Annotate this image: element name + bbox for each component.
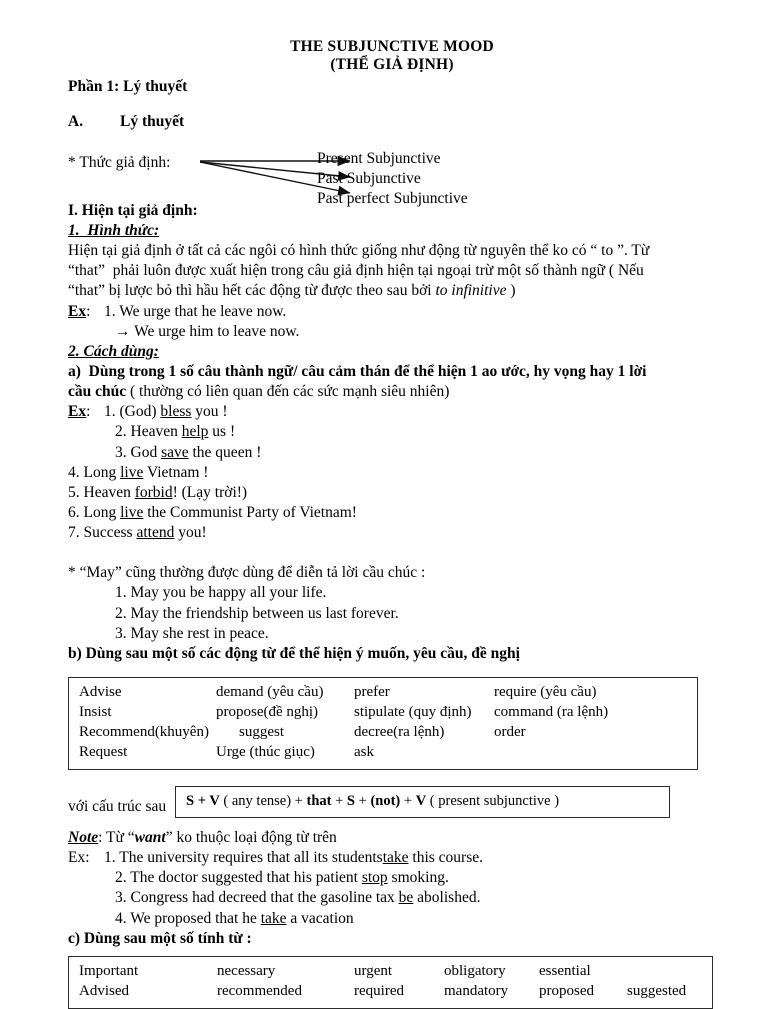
- sub-b-heading: b) Dùng sau một số các động từ để thể hiện ý muốn, yêu cầu, đề nghị: [68, 644, 520, 662]
- adjective-cell: proposed: [539, 982, 594, 999]
- formula-p4: +: [331, 792, 347, 809]
- sub-c-heading: c) Dùng sau một số tính từ :: [68, 929, 252, 947]
- note-ex-2-num: 3.: [115, 889, 131, 907]
- formula-p10: ( present subjunctive ): [426, 792, 560, 809]
- sub2-ex-item-2-verb: save: [161, 443, 189, 461]
- note-colon: : Từ “: [98, 828, 135, 846]
- diagram-source-label: * Thức giả định:: [68, 153, 171, 171]
- note-ex-3-pre: We proposed that he: [130, 909, 261, 927]
- sub2-flush-3-pre: Success: [83, 524, 137, 542]
- may-note: * “May” cũng thường được dùng để diễn tả lời cầu chúc :: [68, 564, 426, 582]
- sub2-ex-item-0-num: 1.: [104, 403, 120, 421]
- sub2-flush-2-num: 6.: [68, 503, 84, 521]
- formula-p5: S: [346, 792, 355, 809]
- sub2-flush-1-pre: Heaven: [83, 483, 135, 501]
- section-a-label: Lý thuyết: [120, 112, 185, 130]
- note-word: want: [134, 828, 166, 846]
- verb-cell: propose(đề nghị): [216, 703, 319, 720]
- section-i-ex-row: [68, 302, 716, 322]
- note-ex-0-verb: take: [382, 849, 409, 867]
- sub2-ex-colon: :: [86, 403, 91, 421]
- note-ex-row-2: [68, 888, 716, 908]
- formula-p9: V: [415, 792, 427, 809]
- diagram-target-1: Past Subjunctive: [317, 169, 421, 187]
- section-i-paragraph-line-0: Hiện tại giả định ở tất cả các ngôi có hình thức giống như động từ nguyên thể ko có “ to ”. Từ: [68, 242, 650, 260]
- verb-table-row: [69, 703, 697, 723]
- sub2-ex-item-1-post: us !: [208, 423, 236, 441]
- sub2-flush-row-1: [68, 483, 716, 503]
- sub2-flush-0-verb: live: [120, 463, 144, 481]
- sub2-flush-1-verb: forbid: [134, 483, 173, 501]
- sub2-ex-item-2-pre: God: [130, 443, 162, 461]
- sub2-flush-2-verb: live: [120, 503, 144, 521]
- sub2-ex-row-1: [68, 422, 716, 442]
- sub2-a-heading-line2-rest: ( thường có liên quan đến các sức mạnh siêu nhiên): [126, 383, 450, 401]
- verb-cell: stipulate (quy định): [354, 703, 472, 720]
- verb-table-row: [69, 723, 697, 743]
- note-ex-2-post: abolished.: [413, 889, 481, 907]
- verb-cell: order: [494, 723, 526, 740]
- sub2-a-heading-line2-bold: cầu chúc: [68, 383, 127, 401]
- verb-table-row: [69, 743, 697, 763]
- section-a-heading: [68, 112, 716, 132]
- sub2-ex-item-1-verb: help: [181, 423, 209, 441]
- verb-cell: Advise: [79, 683, 122, 700]
- note-ex-1-pre: The doctor suggested that his patient: [130, 869, 362, 887]
- verb-cell: command (ra lệnh): [494, 703, 609, 720]
- sub2-ex-item-0-pre: (God): [119, 403, 161, 421]
- sub2-ex-item-2-num: 3.: [115, 443, 131, 461]
- verb-cell: decree(ra lệnh): [354, 723, 445, 740]
- note-ex-row-3: [68, 909, 716, 929]
- sub2-ex-tag-group: [68, 402, 104, 422]
- adjective-cell: obligatory: [444, 962, 506, 979]
- adjective-cell: required: [354, 982, 404, 999]
- adjective-cell: essential: [539, 962, 591, 979]
- section-i-sub1-heading: 1. Hình thức:: [68, 221, 160, 239]
- ex-tag-group: [68, 302, 104, 322]
- formula-p6: +: [355, 792, 371, 809]
- note-label: Note: [68, 828, 99, 846]
- formula-p8: +: [400, 792, 416, 809]
- section-i-paragraph-line-2: [68, 281, 716, 301]
- formula-p1: S + V: [186, 792, 220, 809]
- adjective-cell: urgent: [354, 962, 393, 979]
- verb-cell: require (yêu cầu): [494, 683, 597, 700]
- note-ex-1-verb: stop: [361, 869, 388, 887]
- sub2-flush-3-num: 7.: [68, 524, 84, 542]
- section-i-ex-arrow-row: → We urge him to leave now.: [115, 322, 300, 340]
- may-example-1: 2. May the friendship between us last forever.: [115, 604, 399, 622]
- verb-cell: suggest: [239, 723, 284, 740]
- note-ex-1-num: 2.: [115, 869, 131, 887]
- section-a-letter: A.: [68, 112, 84, 130]
- diagram-target-0: Present Subjunctive: [317, 149, 441, 167]
- formula-p3: that: [306, 792, 332, 809]
- adjective-cell: Important: [79, 962, 139, 979]
- paragraph-line-2-text: “that” bị lược bỏ thì hầu hết các động từ được theo sau bởi: [68, 282, 436, 300]
- section-i-ex-item-0: 1. We urge that he leave now.: [104, 302, 287, 320]
- section-i-paragraph-line-1: “that” phải luôn được xuất hiện trong câu giả định hiện tại ngoại trừ một số thành ngữ ( Nếu: [68, 262, 644, 280]
- document-body: [68, 38, 716, 1009]
- verb-cell: Insist: [79, 703, 112, 720]
- note-ex-0-post: this course.: [408, 849, 483, 867]
- sub2-flush-1-num: 5.: [68, 483, 84, 501]
- note-ex-row-0: [68, 848, 716, 868]
- title-line-vietnamese: (THỂ GIẢ ĐỊNH): [330, 56, 454, 74]
- diagram-target-list: [317, 149, 468, 208]
- verb-cell: ask: [354, 743, 374, 760]
- paragraph-italic-term: to infinitive: [435, 282, 507, 300]
- sub2-flush-row-3: [68, 523, 716, 543]
- sub2-ex-item-0-verb: bless: [160, 403, 192, 421]
- formula-p2: ( any tense) +: [219, 792, 307, 809]
- adjective-table: [68, 956, 713, 1009]
- sub2-flush-row-2: [68, 503, 716, 523]
- sub2-flush-2-pre: Long: [83, 503, 121, 521]
- sub2-flush-3-verb: attend: [136, 524, 175, 542]
- verb-table-row: [69, 683, 697, 703]
- sub2-heading: 2. Cách dùng:: [68, 342, 159, 360]
- sub2-ex-item-0-post: you !: [191, 403, 228, 421]
- verb-cell: Request: [79, 743, 128, 760]
- formula-p7: (not): [370, 792, 401, 809]
- note-ex-3-num: 4.: [115, 909, 131, 927]
- sub2-a-heading-line2: [68, 382, 716, 402]
- adjective-cell: necessary: [217, 962, 276, 979]
- sub2-flush-1-post: ! (Lạy trời!): [172, 483, 248, 501]
- ex-label: Ex: [68, 302, 87, 320]
- note-ex-2-verb: be: [398, 889, 414, 907]
- verb-cell: Urge (thúc giục): [216, 743, 315, 760]
- formula-area: [68, 786, 716, 828]
- may-example-2: 3. May she rest in peace.: [115, 624, 269, 642]
- adjective-table-row: [69, 982, 712, 1002]
- note-ex-2-pre: Congress had decreed that the gasoline tax: [130, 889, 399, 907]
- adjective-cell: mandatory: [444, 982, 509, 999]
- adjective-cell: Advised: [79, 982, 129, 999]
- note-ex-1-post: smoking.: [387, 869, 449, 887]
- verb-cell: Recommend(khuyên): [79, 723, 209, 740]
- note-rest: ” ko thuộc loại động từ trên: [165, 828, 337, 846]
- note-ex-0-num: 1.: [104, 849, 120, 867]
- sub2-flush-0-pre: Long: [83, 463, 121, 481]
- part-heading: Phần 1: Lý thuyết: [68, 77, 188, 95]
- sub2-ex-row-0: [68, 402, 716, 422]
- sub2-ex-row-2: [68, 443, 716, 463]
- paragraph-tail: ): [506, 282, 516, 300]
- subjunctive-types-diagram: [68, 149, 716, 207]
- note-ex-3-verb: take: [260, 909, 287, 927]
- title-line-english: THE SUBJUNCTIVE MOOD: [290, 38, 494, 55]
- sub2-flush-0-num: 4.: [68, 463, 84, 481]
- adjective-cell: suggested: [627, 982, 687, 999]
- sub2-ex-item-1-num: 2.: [115, 423, 131, 441]
- may-example-0: 1. May you be happy all your life.: [115, 584, 327, 602]
- sub2-flush-3-post: you!: [174, 524, 207, 542]
- formula-prefix-text: với cấu trúc sau: [68, 797, 167, 815]
- sub2-ex-item-1-pre: Heaven: [130, 423, 182, 441]
- ex-colon: :: [86, 302, 91, 320]
- note-ex-0-pre: The university requires that all its students: [119, 849, 383, 867]
- document-title: [68, 38, 716, 75]
- note-row: [68, 828, 716, 848]
- sub2-flush-0-post: Vietnam !: [143, 463, 209, 481]
- sub2-ex-label: Ex: [68, 403, 87, 421]
- verb-cell: prefer: [354, 683, 390, 700]
- diagram-target-2: Past perfect Subjunctive: [317, 189, 468, 207]
- note-ex-label: Ex:: [68, 849, 90, 867]
- note-ex-3-post: a vacation: [286, 909, 354, 927]
- verb-cell: demand (yêu cầu): [216, 683, 324, 700]
- sub2-flush-row-0: [68, 463, 716, 483]
- sub2-ex-item-2-post: the queen !: [188, 443, 262, 461]
- adjective-table-row: [69, 962, 712, 982]
- section-i-heading: I. Hiện tại giả định:: [68, 201, 198, 219]
- sub2-flush-2-post: the Communist Party of Vietnam!: [143, 503, 357, 521]
- formula-box: [175, 786, 670, 818]
- note-ex-row-1: [68, 868, 716, 888]
- sub2-a-heading-line1: a) Dùng trong 1 số câu thành ngữ/ câu cảm thán để thể hiện 1 ao ước, hy vọng hay 1 lời: [68, 362, 647, 380]
- verb-table: [68, 677, 698, 770]
- adjective-cell: recommended: [217, 982, 302, 999]
